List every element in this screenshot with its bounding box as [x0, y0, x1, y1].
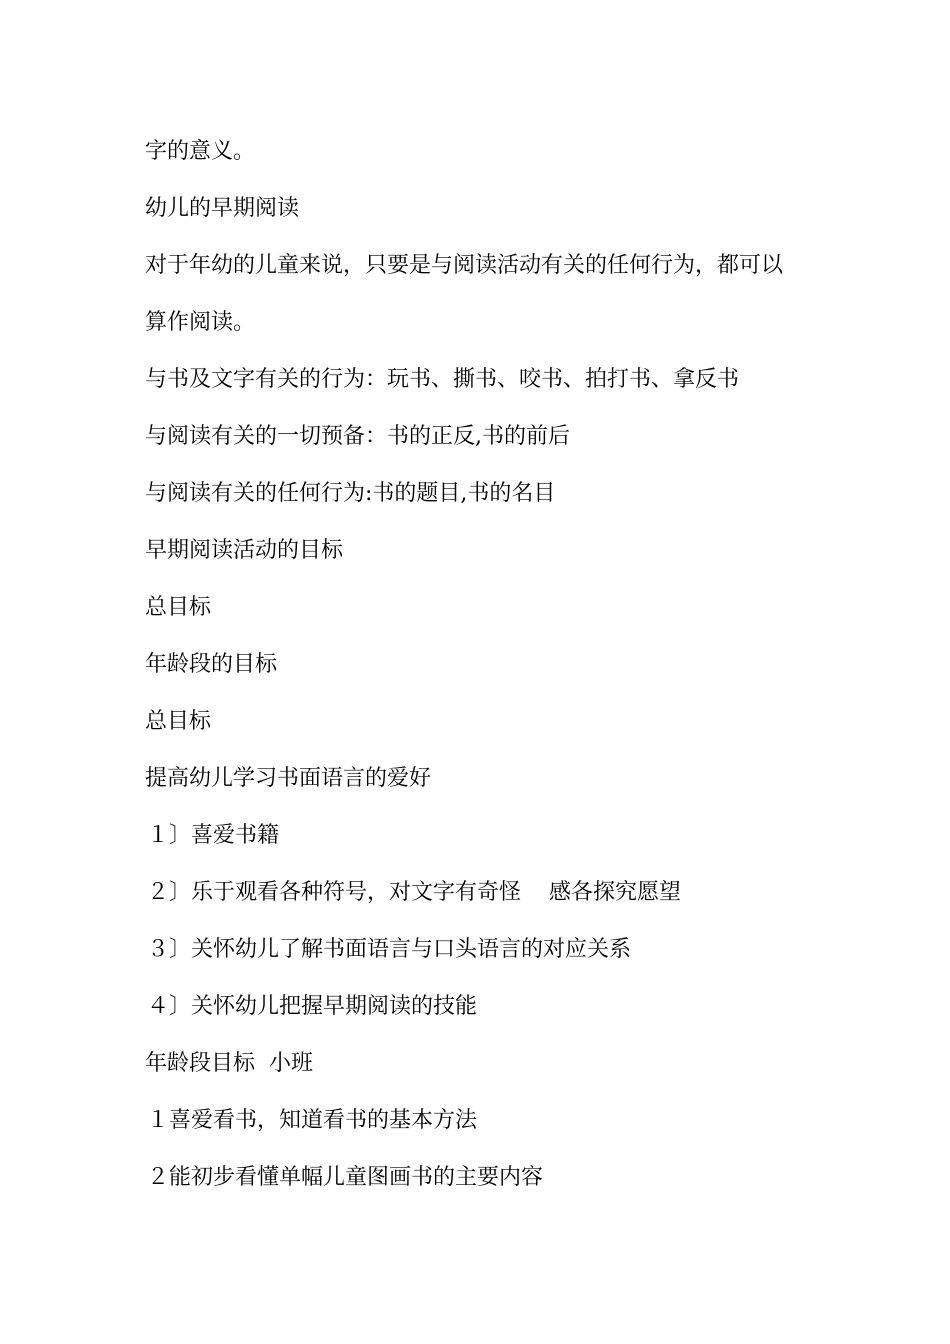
text-line: 与阅读有关的一切预备：书的正反,书的前后 [145, 424, 570, 449]
section-heading: 年龄段的目标 [145, 652, 278, 677]
text-line: 与书及文字有关的行为：玩书、撕书、咬书、拍打书、拿反书 [145, 367, 740, 392]
section-heading: 幼儿的早期阅读 [145, 196, 300, 221]
text-line: 算作阅读。 [145, 310, 256, 335]
list-item: ４〕关怀幼儿把握早期阅读的技能 [147, 994, 478, 1019]
section-heading: 年龄段目标 小班 [145, 1051, 313, 1076]
section-heading: 总目标 [145, 595, 212, 620]
text-line: 字的意义。 [145, 139, 256, 164]
list-item: ２能初步看懂单幅儿童图画书的主要内容 [147, 1165, 544, 1190]
list-item: １〕喜爱书籍 [147, 823, 280, 848]
list-item: １喜爱看书，知道看书的基本方法 [147, 1108, 478, 1133]
list-item: ３〕关怀幼儿了解书面语言与口头语言的对应关系 [147, 937, 632, 962]
list-item: ２〕乐于观看各种符号，对文字有奇怪 感各探究愿望 [147, 880, 681, 905]
text-line: 提高幼儿学习书面语言的爱好 [145, 766, 432, 791]
section-heading: 总目标 [145, 709, 212, 734]
text-line: 对于年幼的儿童来说，只要是与阅读活动有关的任何行为，都可以 [145, 253, 784, 278]
text-line: 与阅读有关的任何行为:书的题目,书的名目 [145, 481, 556, 506]
section-heading: 早期阅读活动的目标 [145, 538, 344, 563]
